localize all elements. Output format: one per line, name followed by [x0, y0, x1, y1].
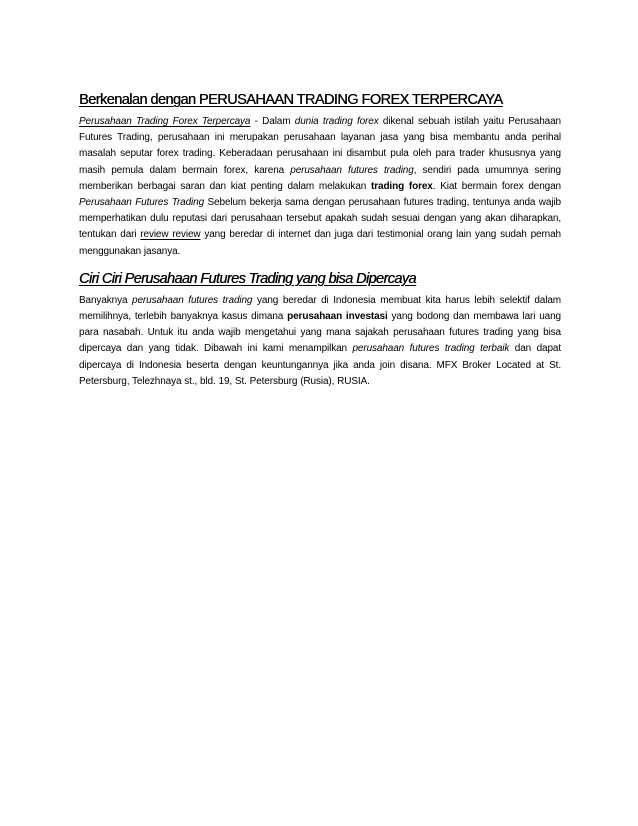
document-body: [79, 90, 561, 390]
text-run: Banyaknya: [79, 294, 133, 306]
text-run: yang beredar di internet dan juga dari testimonial orang lain yang sudah pernah menggunakan jasanya.: [79, 229, 561, 257]
text-run: dan dapat dipercaya di Indonesia beserta dengan keuntungannya jika anda join disana. MFX Broker Located at St. Petersburg, Telezhnaya st., bld. 19, St. Petersburg (Rusia), RUSIA.: [79, 343, 561, 387]
text-run: , sendiri pada umumnya sering memberikan berbagai saran dan kiat penting dalam melakukan: [79, 164, 561, 192]
text-run: - Dalam: [250, 116, 295, 127]
bold-run: trading forex: [371, 180, 433, 192]
italic-run: dunia trading forex: [294, 116, 379, 127]
bold-run: perusahaan investasi: [287, 311, 388, 323]
review-review-link[interactable]: review review: [140, 229, 201, 241]
section-2-paragraph: [79, 293, 561, 390]
text-run: yang bodong dan membawa lari uang para nasabah. Untuk itu anda wajib mengetahui yang mana sajakah perusahaan futures trading yang bisa dipercaya dan yang tidak. Dibawah ini kami menampilkan: [79, 311, 561, 355]
perusahaan-trading-forex-terpercaya-link[interactable]: Perusahaan Trading Forex Terpercaya: [79, 116, 251, 127]
section-2-heading: Ciri Ciri Perusahaan Futures Trading yang bisa Dipercaya: [79, 270, 416, 287]
italic-run: perusahaan futures trading terbaik: [352, 343, 510, 355]
text-run: . Kiat bermain forex dengan: [432, 180, 561, 192]
section-1-paragraph: [79, 114, 561, 260]
italic-run: Perusahaan Futures Trading: [79, 197, 205, 209]
text-run: Sebelum bekerja sama dengan perusahaan futures trading, tentunya anda wajib memperhatikan dulu reputasi dari perusahaan tersebut apakah sudah sesuai dengan yang akan diharapkan, tentukan dari: [79, 197, 561, 241]
italic-run: perusahaan futures trading: [132, 294, 253, 306]
italic-run: perusahaan futures trading: [290, 164, 414, 176]
text-run: dikenal sebuah istilah yaitu Perusahaan Futures Trading, perusahaan ini merupakan perusahaan layanan jasa yang bisa membantu anda perihal masalah seputar forex trading. Keberadaan perusahaan ini disambut pula oleh para trader khususnya yang masih pemula dalam bermain forex, karena: [79, 116, 561, 176]
section-1-heading: Berkenalan dengan PERUSAHAAN TRADING FOREX TERPERCAYA: [79, 92, 503, 108]
text-run: yang beredar di Indonesia membuat kita harus lebih selektif dalam memilihnya, terlebih banyaknya kasus dimana: [79, 294, 561, 323]
